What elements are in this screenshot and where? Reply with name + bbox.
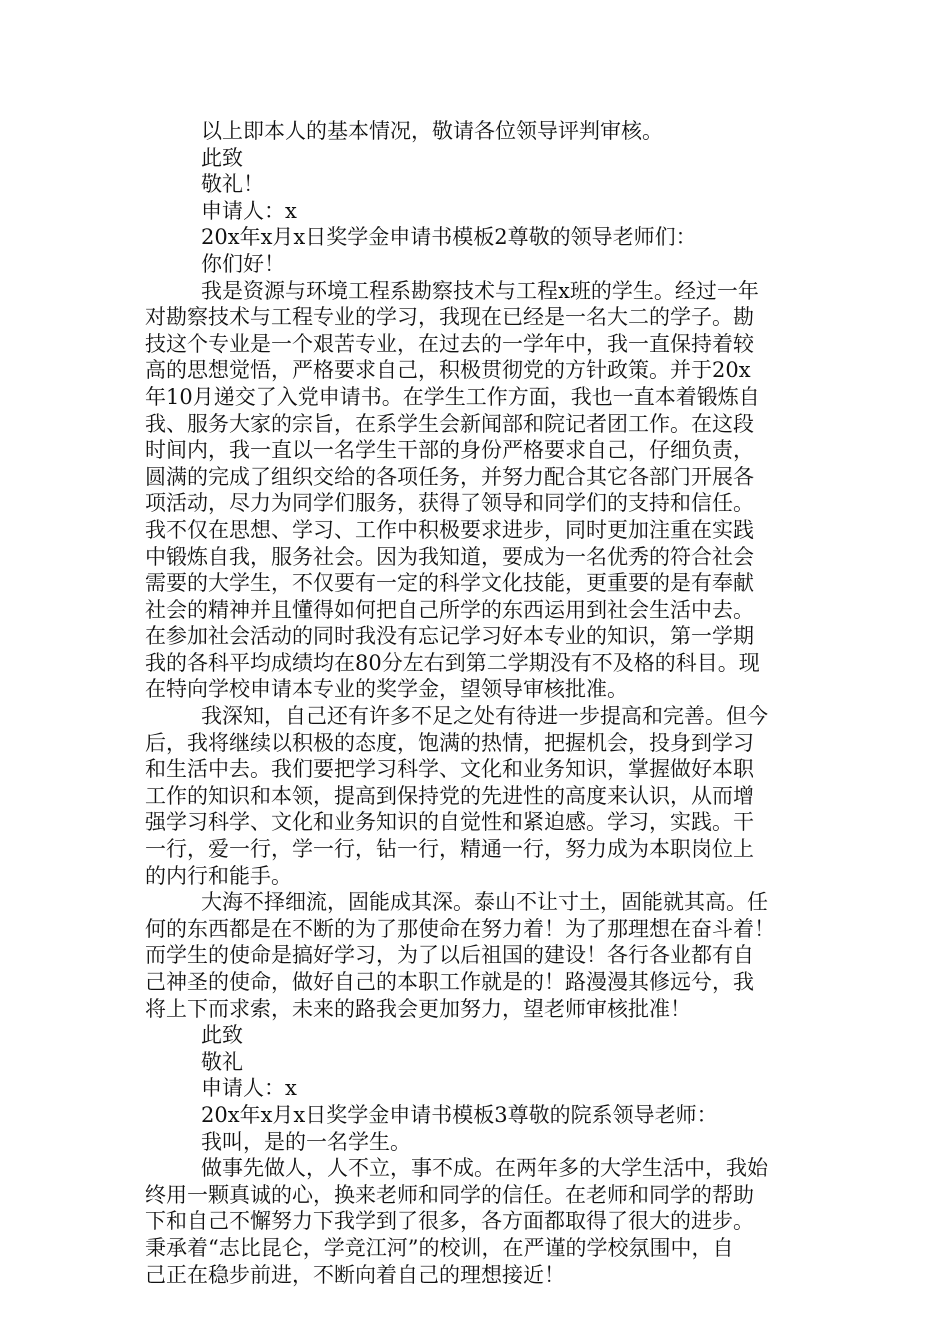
text-line: 秉承着“志比昆仑，学竞江河”的校训，在严谨的学校氛围中，自 [145, 1235, 734, 1260]
text-line: 20x年x月x日奖学金申请书模板2尊敬的领导老师们： [201, 225, 697, 250]
text-line: 己神圣的使命，做好自己的本职工作就是的！路漫漫其修远兮，我 [145, 970, 754, 994]
text-line: 我、服务大家的宗旨，在系学生会新闻部和院记者团工作。在这段 [145, 411, 754, 436]
text-line: 大海不择细流，固能成其深。泰山不让寸土，固能就其高。任 [201, 890, 768, 915]
text-line: 申请人：x [201, 198, 297, 223]
text-line: 将上下而求索，未来的路我会更加努力，望老师审核批准！ [145, 996, 691, 1021]
text-line: 做事先做人，人不立，事不成。在两年多的大学生活中，我始 [201, 1156, 768, 1181]
text-line: 何的东西都是在不断的为了那使命在努力着！为了那理想在奋斗着！ [145, 916, 775, 941]
text-line: 我的各科平均成绩均在80分左右到第二学期没有不及格的科目。现 [145, 650, 760, 675]
text-line: 此致 [201, 145, 243, 170]
text-line: 20x年x月x日奖学金申请书模板3尊敬的院系领导老师： [201, 1102, 718, 1127]
text-line: 你们好！ [201, 251, 285, 276]
text-line: 圆满的完成了组织交给的各项任务，并努力配合其它各部门开展各 [145, 464, 754, 489]
text-line: 在特向学校申请本专业的奖学金，望领导审核批准。 [145, 677, 628, 702]
text-line: 技这个专业是一个艰苦专业，在过去的一学年中，我一直保持着较 [145, 331, 754, 356]
document-body [145, 118, 807, 1288]
text-line: 我是资源与环境工程系勘察技术与工程x班的学生。经过一年 [201, 278, 759, 303]
text-line: 终用一颗真诚的心，换来老师和同学的信任。在老师和同学的帮助 [145, 1182, 754, 1207]
text-line: 后，我将继续以积极的态度，饱满的热情，把握机会，投身到学习 [145, 730, 754, 755]
text-line: 工作的知识和本领，提高到保持党的先进性的高度来认识，从而增 [145, 783, 754, 808]
text-line: 而学生的使命是搞好学习，为了以后祖国的建设！各行各业都有自 [145, 943, 754, 968]
text-line: 下和自己不懈努力下我学到了很多，各方面都取得了很大的进步。 [145, 1209, 754, 1234]
text-line: 时间内，我一直以一名学生干部的身份严格要求自己，仔细负责， [145, 438, 754, 463]
text-line: 此致 [201, 1023, 243, 1048]
text-line: 敬礼 [201, 1049, 243, 1074]
text-line: 我叫，是的一名学生。 [201, 1129, 411, 1154]
text-line: 社会的精神并且懂得如何把自己所学的东西运用到社会生活中去。 [145, 597, 754, 622]
text-line: 我不仅在思想、学习、工作中积极要求进步，同时更加注重在实践 [145, 517, 754, 542]
text-line: 的内行和能手。 [145, 863, 292, 888]
text-line: 对勘察技术与工程专业的学习，我现在已经是一名大二的学子。勘 [145, 305, 754, 330]
text-line: 中锻炼自我，服务社会。因为我知道，要成为一名优秀的符合社会 [145, 544, 754, 569]
text-line: 和生活中去。我们要把学习科学、文化和业务知识，掌握做好本职 [145, 757, 754, 782]
text-line: 在参加社会活动的同时我没有忘记学习好本专业的知识，第一学期 [145, 624, 754, 649]
text-line: 申请人：x [201, 1076, 297, 1101]
text-line: 以上即本人的基本情况，敬请各位领导评判审核。 [201, 119, 663, 143]
text-line: 项活动，尽力为同学们服务，获得了领导和同学们的支持和信任。 [145, 491, 754, 516]
text-line: 己正在稳步前进，不断向着自己的理想接近！ [145, 1262, 565, 1287]
text-line: 强学习科学、文化和业务知识的自觉性和紧迫感。学习，实践。干 [145, 810, 754, 835]
text-line: 我深知，自己还有许多不足之处有待进一步提高和完善。但今 [201, 704, 768, 729]
text-line: 需要的大学生，不仅要有一定的科学文化技能，更重要的是有奉献 [145, 571, 754, 596]
text-line: 一行，爱一行，学一行，钻一行，精通一行，努力成为本职岗位上 [145, 837, 754, 862]
text-line: 敬礼！ [201, 172, 264, 197]
text-line: 年10月递交了入党申请书。在学生工作方面，我也一直本着锻炼自 [145, 384, 760, 409]
text-line: 高的思想觉悟，严格要求自己，积极贯彻党的方针政策。并于20x [145, 358, 751, 383]
